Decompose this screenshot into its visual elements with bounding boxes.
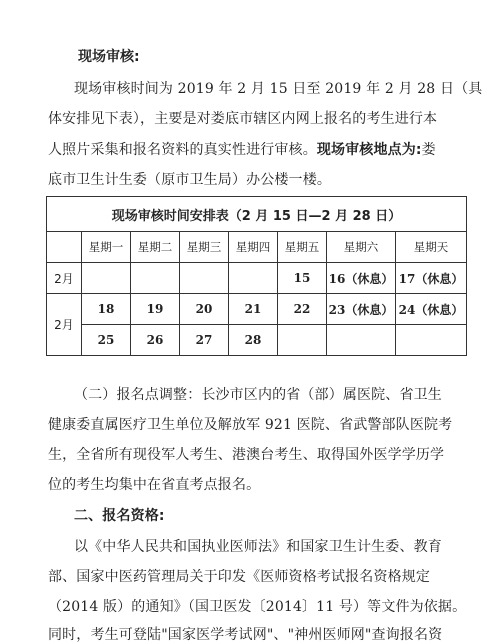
paragraph-line: 以《中华人民共和国执业医师法》和国家卫生计生委、教育 — [74, 539, 442, 555]
day-cell: 22 — [278, 294, 327, 325]
table-row — [47, 263, 467, 294]
header-cell: 星期五 — [278, 232, 327, 263]
paragraph-line: 底市卫生计生委（原市卫生局）办公楼一楼。 — [48, 172, 331, 188]
day-cell: 28 — [229, 325, 278, 356]
header-cell: 星期六 — [327, 232, 396, 263]
paragraph-line: 位的考生均集中在省直考点报名。 — [48, 477, 261, 493]
location-label: 现场审核地点为: — [316, 142, 422, 158]
day-cell: 24（休息） — [396, 294, 467, 325]
paragraph-line: （2014 版）的通知》（国卫医发〔2014〕11 号）等文件为依据。 — [48, 599, 467, 615]
section-heading-onsite-review: 现场审核: — [78, 49, 140, 65]
paragraph-line: 健康委直属医疗卫生单位及解放军 921 医院、省武警部队医院考 — [48, 417, 453, 433]
day-cell — [278, 325, 327, 356]
table-title: 现场审核时间安排表（2 月 15 日—2 月 28 日） — [47, 197, 467, 232]
paragraph-text: 人照片采集和报名资料的真实性进行审核。 — [48, 142, 317, 158]
day-cell — [396, 325, 467, 356]
paragraph-line: 部、国家中医药管理局关于印发《医师资格考试报名资格规定 — [48, 569, 431, 585]
schedule-table — [46, 196, 467, 356]
day-cell — [229, 263, 278, 294]
day-cell — [327, 325, 396, 356]
day-cell: 23（休息） — [327, 294, 396, 325]
day-cell — [82, 263, 131, 294]
day-cell: 21 — [229, 294, 278, 325]
month-cell: 2月 — [47, 263, 82, 294]
day-cell: 27 — [180, 325, 229, 356]
day-cell — [180, 263, 229, 294]
day-cell — [131, 263, 180, 294]
header-cell: 星期四 — [229, 232, 278, 263]
paragraph-line: 体安排见下表），主要是对娄底市辖区内网上报名的考生进行本 — [48, 111, 438, 127]
day-cell: 19 — [131, 294, 180, 325]
day-cell: 17（休息） — [396, 263, 467, 294]
header-cell: 星期一 — [82, 232, 131, 263]
day-cell: 18 — [82, 294, 131, 325]
paragraph-line: （二）报名点调整：长沙市区内的省（部）属医院、省卫生 — [74, 387, 442, 403]
day-cell: 25 — [82, 325, 131, 356]
section-heading-qualification: 二、报名资格: — [74, 508, 165, 524]
paragraph-line: 生，全省所有现役军人考生、港澳台考生、取得国外医学学历学 — [48, 447, 445, 463]
table-row — [47, 325, 467, 356]
header-cell: 星期二 — [131, 232, 180, 263]
month-cell: 2月 — [47, 294, 82, 356]
paragraph-line: 同时，考生可登陆"国家医学考试网"、"神州医师网"查询报名资 — [48, 627, 443, 643]
header-cell: 星期天 — [396, 232, 467, 263]
table-row — [47, 294, 467, 325]
day-cell: 16（休息） — [327, 263, 396, 294]
header-cell: 星期三 — [180, 232, 229, 263]
header-cell-empty — [47, 232, 82, 263]
paragraph-line: 现场审核时间为 2019 年 2 月 15 日至 2019 年 2 月 28 日（具 — [74, 81, 483, 97]
day-cell: 15 — [278, 263, 327, 294]
paragraph-text: 娄 — [421, 142, 436, 158]
paragraph-line — [48, 139, 468, 159]
day-cell: 20 — [180, 294, 229, 325]
day-cell: 26 — [131, 325, 180, 356]
